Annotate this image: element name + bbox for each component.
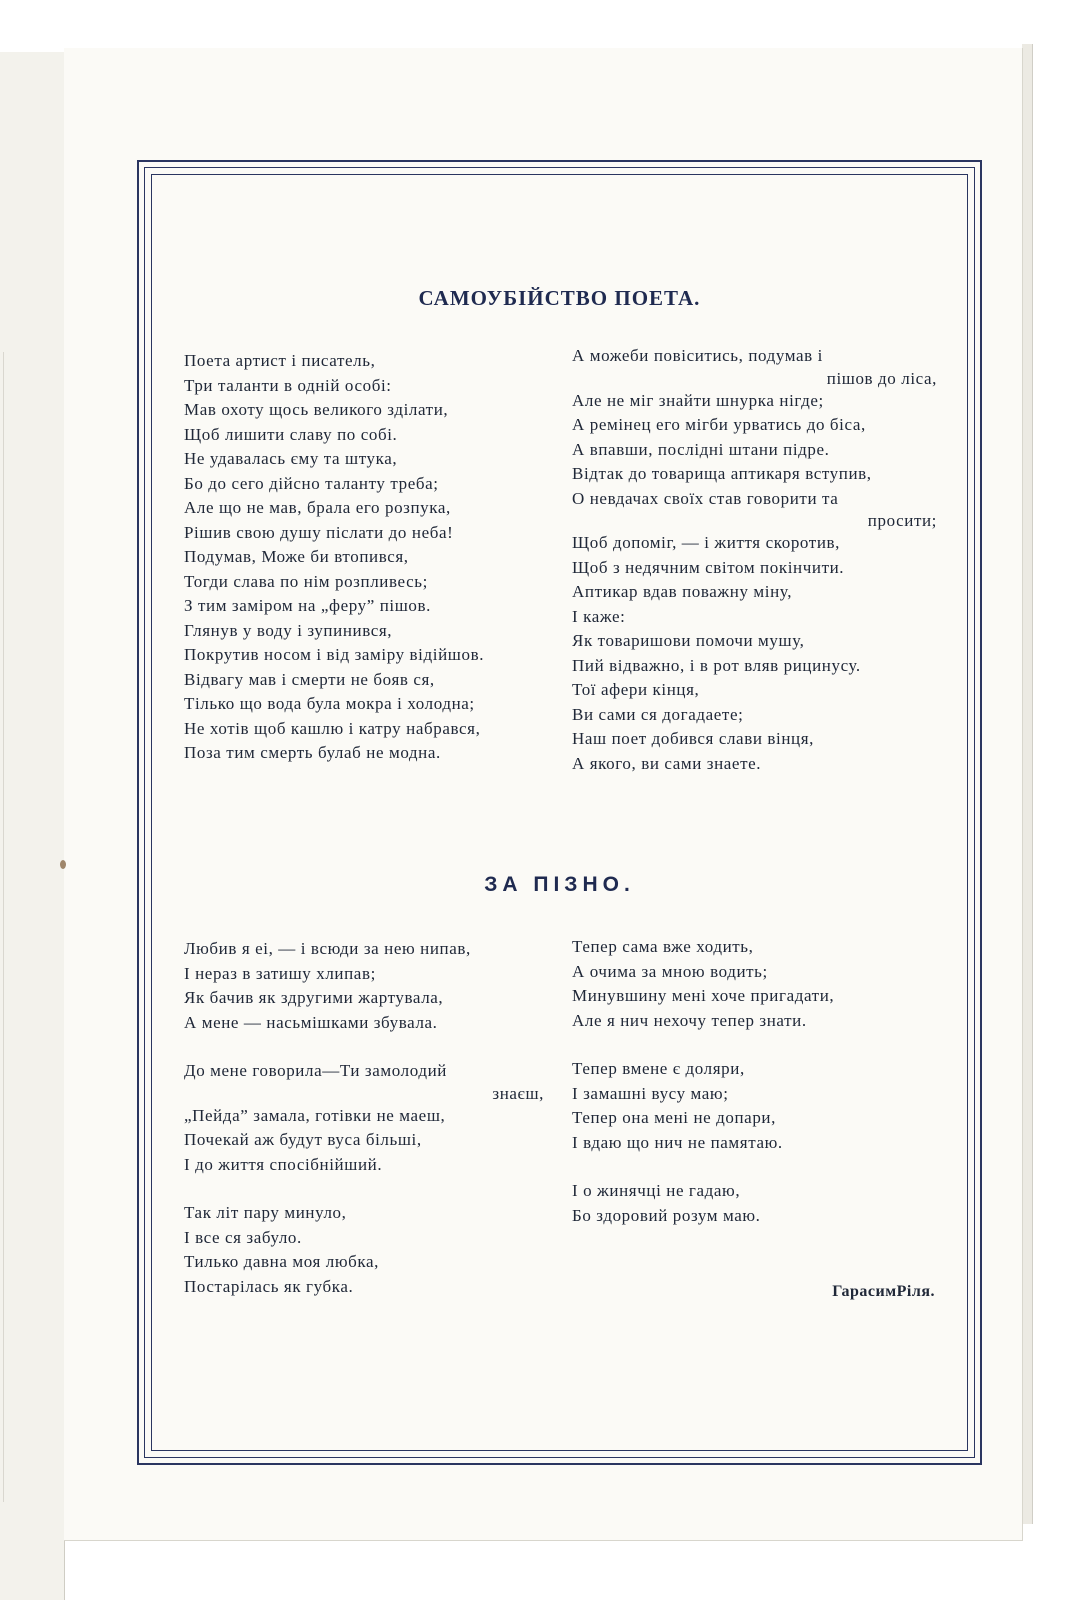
poem-title-1: САМОУБІЙСТВО ПОЕТА. — [418, 286, 701, 310]
verse-line: Щоб допоміг, — і життя скоротив, — [572, 533, 840, 552]
verse-line: Але що не мав, брала его розпука, — [184, 498, 451, 517]
verse-line: Так літ пару минуло, — [184, 1203, 347, 1222]
verse-line: Тепер сама вже ходить, — [572, 937, 754, 956]
verse-line: І о жинячці не гадаю, — [572, 1181, 741, 1200]
verse-line: Рішив свою душу післати до неба! — [184, 522, 454, 542]
verse-line: А очима за мною водить; — [572, 961, 768, 981]
verse-line: Як бачив як здругими жартувала, — [184, 988, 444, 1007]
left-page-edge — [0, 52, 65, 1600]
verse-line: А можеби повіситись, подумав і — [572, 346, 823, 365]
poem1-right-column — [572, 344, 937, 776]
poem1-left-column — [184, 349, 549, 766]
verse-line-continuation: просити; — [867, 511, 937, 530]
stanza-gap — [184, 1035, 544, 1059]
verse-line: З тим заміром на „феру” пішов. — [184, 596, 431, 615]
verse-line: О невдачах своїх став говорити та — [572, 488, 839, 508]
verse-line: Не хотів щоб кашлю і катру набрався, — [184, 718, 481, 738]
verse-line: Тепер вмене є доляри, — [572, 1059, 745, 1078]
verse-line: Подумав, Може би втопився, — [184, 547, 409, 566]
verse-line: А впавши, послідні штани підре. — [572, 439, 830, 459]
verse-line: Тепер она мені не допари, — [572, 1108, 776, 1127]
verse-line: І все ся забуло. — [184, 1227, 302, 1247]
verse-line: Покрутив носом і від заміру відійшов. — [184, 645, 485, 664]
verse-line: І до життя спосібнійший. — [184, 1154, 383, 1174]
stanza-gap — [572, 1033, 932, 1057]
verse-line: Аптикар вдав поважну міну, — [572, 582, 793, 601]
verse-line: Тилько давна моя любка, — [184, 1252, 379, 1271]
verse-line: І нераз в затишу хлипав; — [184, 963, 376, 983]
verse-line: Ви сами ся догадаете; — [572, 704, 744, 724]
verse-line: Щоб лишити славу по собі. — [184, 424, 398, 444]
verse-line: До мене говорила—Ти замолодий — [184, 1061, 447, 1080]
verse-line: Бо здоровий розум маю. — [572, 1205, 761, 1225]
stanza-gap — [572, 1155, 932, 1179]
verse-line: Тої афери кінця, — [572, 680, 700, 699]
verse-line: Глянув у воду і зупинився, — [184, 620, 393, 640]
verse-line: Поета артист і писатель, — [184, 351, 376, 370]
verse-line: Не удавалась єму та штука, — [184, 449, 398, 468]
verse-line: Тілько що вода була мокра і холодна; — [184, 694, 475, 713]
verse-line: Постарілась як губка. — [184, 1276, 354, 1296]
verse-line: Як товаришови помочи мушу, — [572, 631, 805, 650]
verse-line: Пий відважно, і в рот вляв рицинусу. — [572, 655, 861, 675]
verse-line: Бо до сего дійсно таланту треба; — [184, 473, 439, 493]
verse-line: А якого, ви сами знаете. — [572, 753, 762, 773]
verse-line: Щоб з недячним світом покінчити. — [572, 557, 845, 577]
verse-line: Почекай аж будут вуса більші, — [184, 1130, 422, 1149]
verse-line: Відвагу мав і смерти не бояв ся, — [184, 669, 435, 689]
author-signature: ГарасимРіля. — [832, 1283, 935, 1300]
page-stack-edge — [1022, 44, 1033, 1524]
verse-line: Наш поет добився слави вінця, — [572, 729, 814, 748]
poem-title-2: ЗА ПІЗНО. — [484, 873, 635, 896]
poem2-left-column — [184, 937, 544, 1299]
verse-line: І замашні вусу маю; — [572, 1083, 729, 1103]
verse-line: „Пейда” замала, готівки не маеш, — [184, 1105, 446, 1125]
verse-line: А мене — насьмішками збувала. — [184, 1012, 438, 1032]
verse-line: А ремінец его мігби урватись до біса, — [572, 415, 866, 434]
verse-line: Любив я еі, — і всюди за нею нипав, — [184, 939, 471, 958]
verse-line: Але не міг знайти шнурка нігде; — [572, 390, 824, 410]
verse-line: Мав охоту щось великого зділати, — [184, 400, 449, 419]
verse-line: Минувшину мені хоче пригадати, — [572, 986, 835, 1005]
verse-line: Поза тим смерть булаб не модна. — [184, 743, 441, 762]
verse-line: І вдаю що нич не памятаю. — [572, 1132, 783, 1152]
verse-line: Тогди слава по нім розпливесь; — [184, 571, 428, 591]
verse-line-continuation: знаєш, — [492, 1083, 544, 1103]
paper-blemish — [60, 860, 66, 869]
stanza-gap — [184, 1177, 544, 1201]
verse-line: І каже: — [572, 606, 626, 626]
poem2-right-column — [572, 935, 932, 1228]
verse-line: Але я нич нехочу тепер знати. — [572, 1010, 807, 1030]
verse-line: Відтак до товарища аптикаря вступив, — [572, 464, 872, 483]
verse-line-continuation: пішов до ліса, — [826, 368, 937, 388]
verse-line: Три таланти в одній особі: — [184, 375, 392, 395]
